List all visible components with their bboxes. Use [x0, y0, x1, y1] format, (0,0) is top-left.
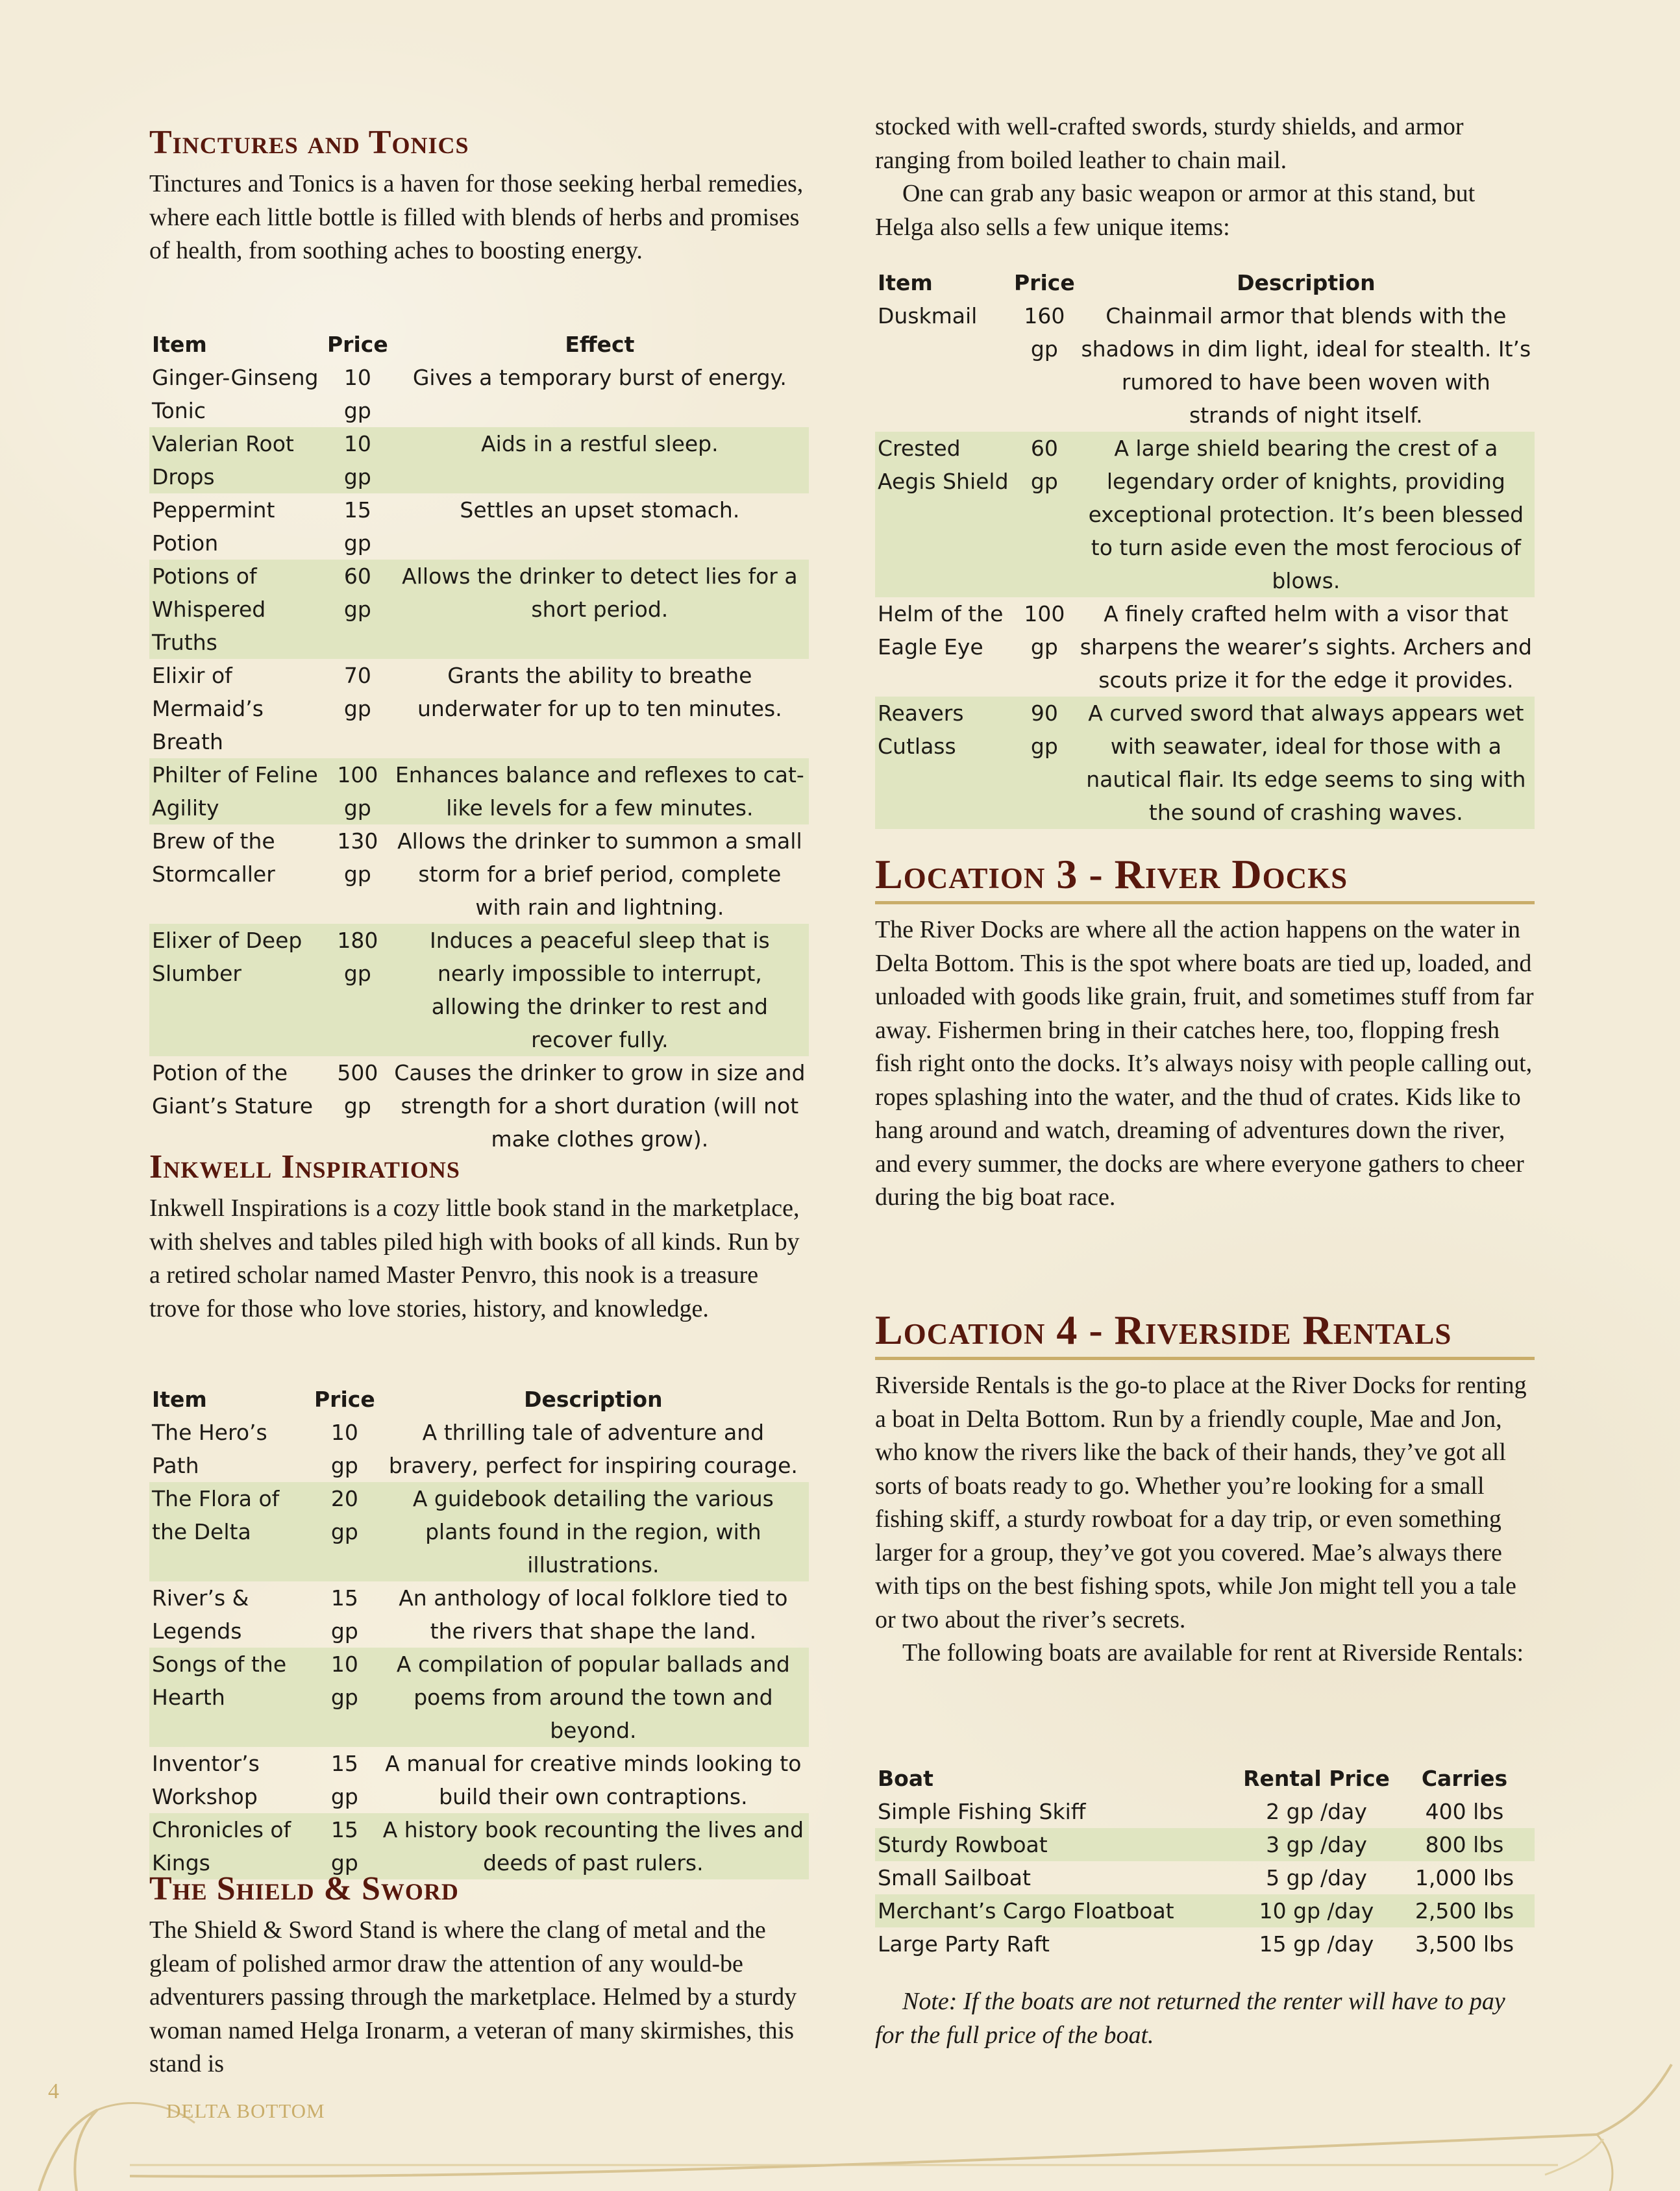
item-price: 15 gp [330, 1585, 358, 1644]
location3-paragraph: The River Docks are where all the action happens on the water in Delta Bottom. This is the spot where boats are tied up, loaded, and unloaded with goods like grain, fruit, and sometimes stuff from far away. Fishermen bring in their catches here, too, flopping fresh fish right onto the docks. It’s always noisy with people calling out, ropes splashing into the water, and the thud of crates. Kids like to hang around and watch, dreaming of adventures down the river, and every summer, the docks are where everyone gathers to cheer during the big boat race. [875, 916, 1534, 1211]
inkwell-table-wrap [149, 1383, 809, 1879]
tinctures-table [149, 328, 809, 1156]
item-effect: Allows the drinker to summon a small storm for a brief period, complete with rain and lightning. [397, 828, 802, 920]
table-header-row [875, 266, 1535, 299]
tinctures-table-wrap [149, 328, 809, 1156]
item-effect: Grants the ability to breathe underwater for up to ten minutes. [417, 663, 782, 721]
item-description: A history book recounting the lives and deeds of past rulers. [378, 1813, 809, 1879]
item-effect: Settles an upset stomach. [460, 497, 740, 523]
item-description: A curved sword that always appears wet with seawater, ideal for those with a nautical flair. Its edge seems to sing with the sound of crashing waves. [1078, 697, 1535, 829]
shield-sword-table-wrap [875, 266, 1535, 829]
page-number: 4 [48, 2079, 59, 2103]
item-effect: Enhances balance and reflexes to cat-like levels for a few minutes. [391, 758, 809, 824]
shield-sword-table [875, 266, 1535, 829]
item-description: A guidebook detailing the various plants found in the region, with illustrations. [378, 1482, 809, 1581]
table-row [149, 824, 809, 924]
item-name: Potions of Whispered Truths [149, 560, 325, 659]
item-price: 15 gp [312, 1813, 378, 1879]
table-row [875, 1894, 1535, 1927]
boat-price: 15 gp /day [1259, 1931, 1374, 1957]
boat-name: Small Sailboat [878, 1865, 1031, 1890]
table-header: Price [1014, 270, 1075, 295]
boat-name: Large Party Raft [878, 1931, 1050, 1957]
boat-price: 3 gp /day [1239, 1828, 1394, 1861]
item-effect: Causes the drinker to grow in size and strength for a short duration (will not make clothes grow). [394, 1060, 806, 1152]
table-row [149, 361, 809, 427]
item-price: 180 gp [325, 924, 391, 1056]
item-effect: Aids in a restful sleep. [391, 427, 809, 493]
item-name: Elixir of Mermaid’s Breath [152, 663, 264, 754]
item-price: 90 gp [1011, 697, 1078, 829]
item-name: Crested Aegis Shield [875, 432, 1011, 597]
item-name: The Flora of the Delta [149, 1482, 312, 1581]
item-price: 160 gp [1024, 303, 1065, 362]
item-name: Chronicles of Kings [149, 1813, 312, 1879]
table-row [875, 697, 1535, 829]
tinctures-heading: Tinctures and Tonics [149, 124, 469, 161]
table-row [149, 1416, 809, 1482]
table-header-row [149, 328, 809, 361]
inkwell-heading: Inkwell Inspirations [149, 1148, 460, 1185]
table-header: Item [152, 332, 207, 357]
boats-table-wrap [875, 1762, 1535, 1961]
location3-section [875, 850, 1535, 1215]
boat-carries: 1,000 lbs [1414, 1865, 1514, 1890]
table-row [875, 432, 1535, 597]
item-price: 130 gp [337, 828, 378, 887]
table-row [149, 924, 809, 1056]
table-header: Item [152, 1387, 207, 1412]
table-header: Boat [878, 1766, 933, 1791]
item-price: 100 gp [1024, 601, 1065, 660]
table-row [875, 597, 1535, 697]
item-name: Philter of Feline Agility [149, 758, 325, 824]
shield-sword-continued [875, 110, 1535, 244]
table-row [149, 427, 809, 493]
table-header: Effect [565, 332, 635, 357]
item-price: 10 gp [325, 427, 391, 493]
item-name: Helm of the Eagle Eye [878, 601, 1004, 660]
item-price: 60 gp [325, 560, 391, 659]
item-description: A thrilling tale of adventure and bravery, perfect for inspiring courage. [388, 1420, 798, 1478]
location4-paragraph: Riverside Rentals is the go-to place at the River Docks for renting a boat in Delta Bottom. Run by a friendly couple, Mae and Jon, who know the rivers like the back of their hands, they’ve got all sorts of boats ready to go. Whether you’re looking for a small fishing skiff, a sturdy rowboat for a day trip, or even something larger for a group, they’ve got you covered. Mae’s always there with tips on the best fishing spots, while Jon might tell you a tale or two about the river’s secrets. [875, 1372, 1527, 1633]
item-name: Songs of the Hearth [149, 1648, 312, 1747]
table-header: Rental Price [1243, 1766, 1390, 1791]
item-description: An anthology of local folklore tied to the rivers that shape the land. [399, 1585, 788, 1644]
table-header: Description [524, 1387, 663, 1412]
table-row [149, 493, 809, 560]
item-name: Inventor’s Workshop [152, 1751, 260, 1809]
item-name: Reavers Cutlass [875, 697, 1011, 829]
table-row [149, 1648, 809, 1747]
rental-note: Note: If the boats are not returned the renter will have to pay for the full price of the boat. [875, 1988, 1505, 2049]
boat-price: 5 gp /day [1266, 1865, 1367, 1890]
item-name: Brew of the Stormcaller [152, 828, 275, 887]
item-effect: Induces a peaceful sleep that is nearly impossible to interrupt, allowing the drinker to rest and recover fully. [391, 924, 809, 1056]
table-row [149, 1482, 809, 1581]
table-row [875, 1828, 1535, 1861]
item-name: Ginger-Ginseng Tonic [152, 365, 319, 423]
table-header-row [149, 1383, 809, 1416]
inkwell-section [149, 1148, 809, 1326]
item-description: A large shield bearing the crest of a legendary order of knights, providing exceptional protection. It’s been blessed to turn aside even the most ferocious of blows. [1078, 432, 1535, 597]
item-name: Peppermint Potion [152, 497, 275, 556]
location4-section [875, 1306, 1535, 1670]
item-price: 500 gp [337, 1060, 378, 1119]
boats-table [875, 1762, 1535, 1961]
boat-carries: 800 lbs [1394, 1828, 1535, 1861]
tinctures-paragraph: Tinctures and Tonics is a haven for those seeking herbal remedies, where each little bottle is filled with blends of herbs and promises of health, from soothing aches to boosting energy. [149, 170, 804, 264]
boat-price: 10 gp /day [1239, 1894, 1394, 1927]
footer-title: DELTA BOTTOM [166, 2099, 325, 2122]
item-price: 10 gp [343, 365, 371, 423]
tinctures-section [149, 123, 809, 268]
item-name: Duskmail [878, 303, 978, 328]
table-row [875, 1861, 1535, 1894]
item-description: A finely crafted helm with a visor that sharpens the wearer’s sights. Archers and scouts prize it for the edge it provides. [1080, 601, 1532, 693]
item-description: Chainmail armor that blends with the shadows in dim light, ideal for stealth. It’s rumored to have been woven with strands of night itself. [1081, 303, 1531, 428]
table-row [149, 758, 809, 824]
table-header: Carries [1421, 1766, 1508, 1791]
item-description: A manual for creative minds looking to build their own contraptions. [385, 1751, 802, 1809]
inkwell-paragraph: Inkwell Inspirations is a cozy little book stand in the marketplace, with shelves and tables piled high with books of all kinds. Run by a retired scholar named Master Penvro, this nook is a treasure trove for those who love stories, history, and knowledge. [149, 1195, 800, 1322]
table-row [149, 1581, 809, 1648]
boat-carries: 2,500 lbs [1394, 1894, 1535, 1927]
boat-carries: 3,500 lbs [1414, 1931, 1514, 1957]
shield-sword-heading: The Shield & Sword [149, 1870, 459, 1907]
item-name: Elixer of Deep Slumber [149, 924, 325, 1056]
table-header: Price [327, 332, 388, 357]
item-price: 60 gp [1011, 432, 1078, 597]
item-price: 10 gp [330, 1420, 358, 1478]
item-name: The Hero’s Path [152, 1420, 267, 1478]
item-price: 15 gp [330, 1751, 358, 1809]
item-price: 100 gp [325, 758, 391, 824]
table-header: Price [314, 1387, 375, 1412]
item-effect: Allows the drinker to detect lies for a short period. [391, 560, 809, 659]
item-name: River’s & Legends [152, 1585, 249, 1644]
boat-name: Sturdy Rowboat [875, 1828, 1239, 1861]
table-row [875, 1927, 1535, 1961]
item-price: 20 gp [312, 1482, 378, 1581]
table-row [149, 659, 809, 758]
item-name: Potion of the Giant’s Stature [152, 1060, 314, 1119]
boat-name: Merchant’s Cargo Floatboat [875, 1894, 1239, 1927]
shield-sword-paragraph-end: stocked with well-crafted swords, sturdy shields, and armor ranging from boiled leather to chain mail. [875, 113, 1464, 174]
table-row [149, 560, 809, 659]
item-description: A compilation of popular ballads and poems from around the town and beyond. [378, 1648, 809, 1747]
boat-carries: 400 lbs [1425, 1799, 1504, 1824]
location4-paragraph-2: The following boats are available for rent at Riverside Rentals: [902, 1639, 1524, 1666]
table-row [149, 1747, 809, 1813]
shield-sword-paragraph-2: One can grab any basic weapon or armor at this stand, but Helga also sells a few unique items: [875, 180, 1476, 241]
shield-sword-paragraph-start: The Shield & Sword Stand is where the clang of metal and the gleam of polished armor draw the attention of any would-be adventurers passing through the marketplace. Helmed by a sturdy woman named Helga Ironarm, a veteran of many skirmishes, this stand is [149, 1916, 797, 2077]
item-price: 10 gp [312, 1648, 378, 1747]
boat-price: 2 gp /day [1266, 1799, 1367, 1824]
table-row [149, 1056, 809, 1156]
table-header: Item [878, 270, 933, 295]
item-name: Valerian Root Drops [149, 427, 325, 493]
location4-heading: Location 4 - Riverside Rentals [875, 1306, 1535, 1360]
table-header: Description [1237, 270, 1376, 295]
item-price: 70 gp [343, 663, 371, 721]
table-header-row [875, 1762, 1535, 1795]
item-price: 15 gp [343, 497, 371, 556]
boat-name: Simple Fishing Skiff [878, 1799, 1086, 1824]
table-row [875, 1795, 1535, 1828]
location3-heading: Location 3 - River Docks [875, 850, 1535, 904]
item-effect: Gives a temporary burst of energy. [412, 365, 787, 390]
inkwell-table [149, 1383, 809, 1879]
table-row [875, 299, 1535, 432]
